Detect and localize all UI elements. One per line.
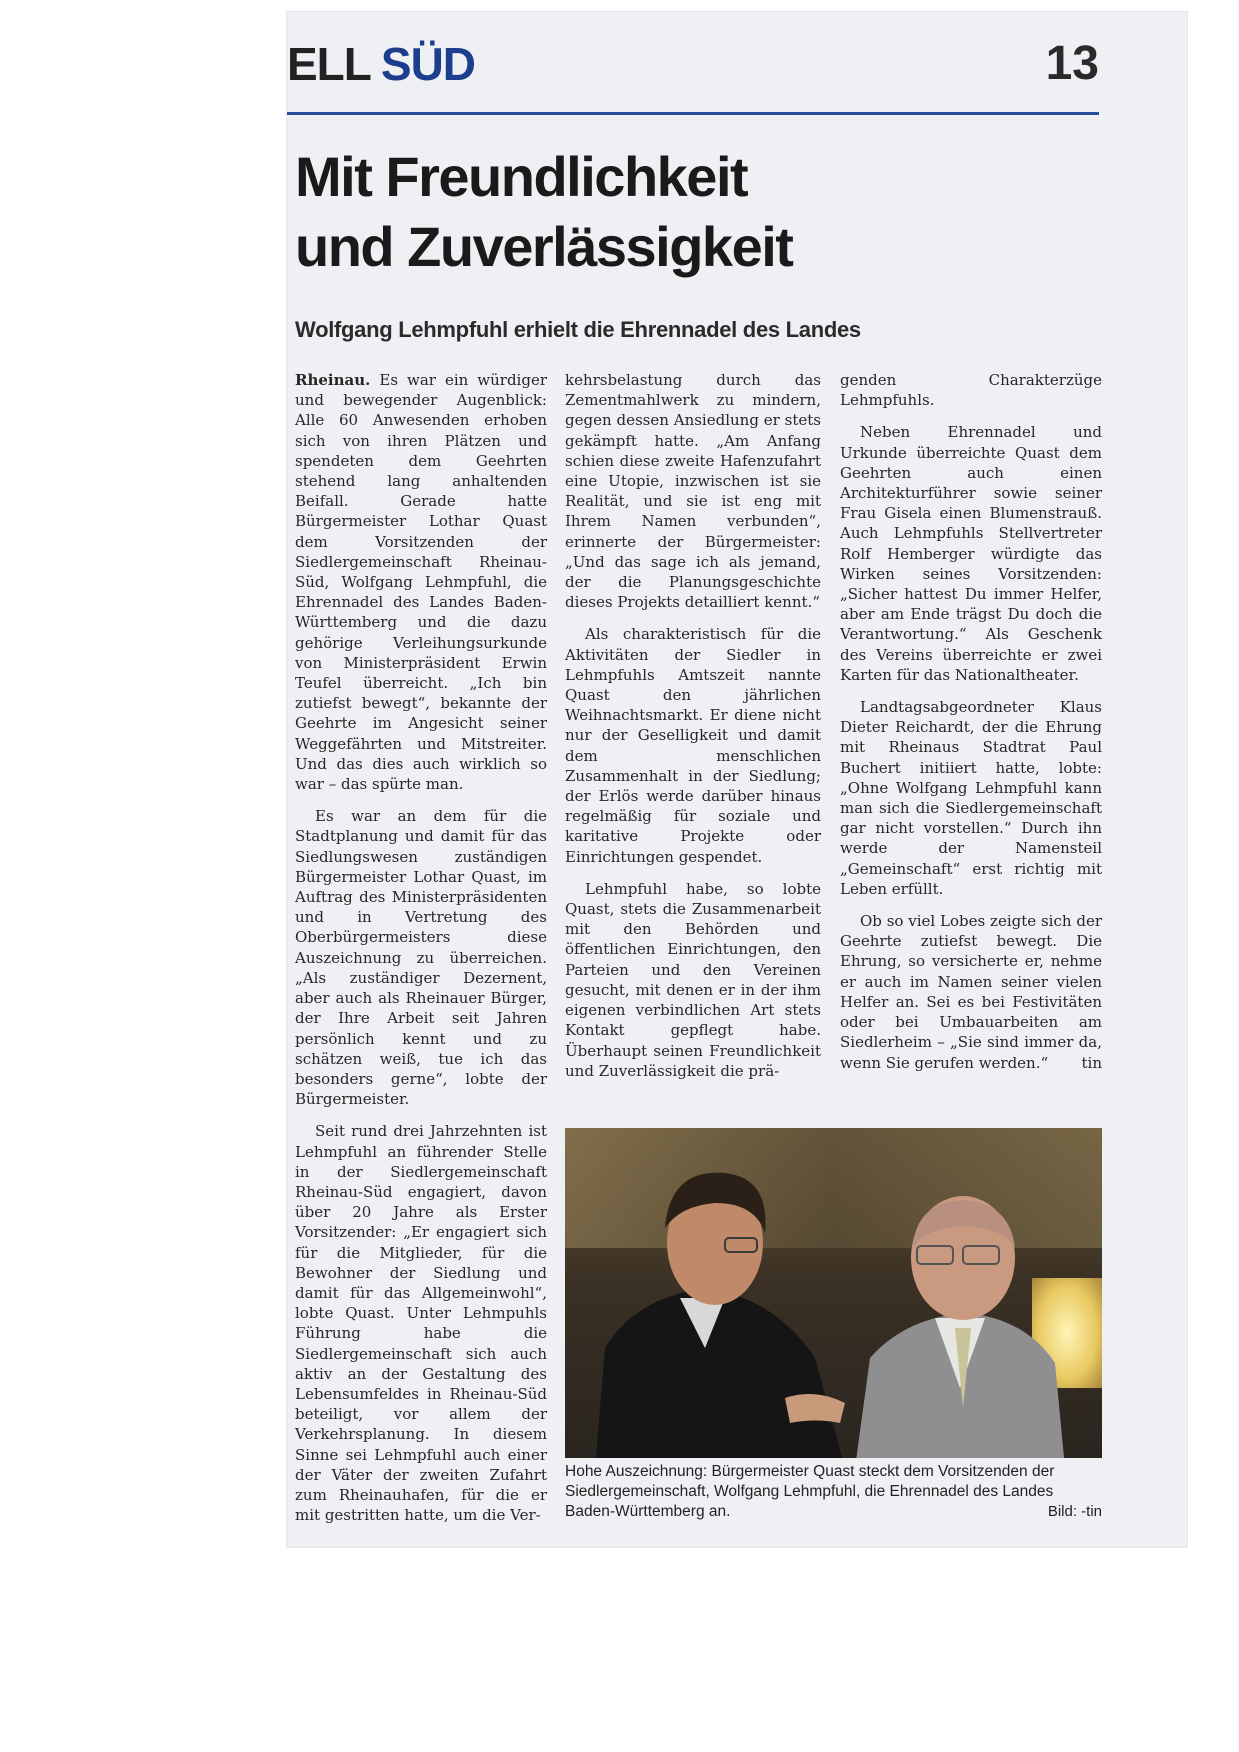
article-column-2 — [565, 370, 821, 1093]
author-signature: tin — [1081, 1053, 1102, 1072]
paragraph: Seit rund drei Jahrzehnten ist Lehmpfuhl an führender Stelle in der Siedlergemeinschaft Rheinau-Süd engagiert, davon über 20 Jahre als Erster Vorsitzender: „Er engagiert sich für die Mitglieder, für die Bewohner der Siedlung und damit für das Allgemeinwohl“, lobte Quast. Unter Lehmpuhls Führung habe die Siedlergemeinschaft sich auch aktiv an der Gestaltung des Lebensumfeldes in Rheinau-Süd beteiligt, vor allem der Verkehrsplanung. In diesem Sinne sei Lehmpfuhl auch einer der Väter der zweiten Zufahrt zum Rheinauhafen, für die er mit gestritten hatte, um die Ver- — [295, 1122, 547, 1525]
paragraph: Landtagsabgeordneter Klaus Dieter Reichardt, der die Ehrung mit Rheinaus Stadtrat Paul Buchert initiiert hatte, lobte: „Ohne Wolfgang Lehmpfuhl kann man sich die Siedlergemeinschaft gar nicht vorstellen.“ Durch ihn werde der Namensteil „Gemeinschaft“ erst richtig mit Leben erfüllt. — [840, 698, 1102, 898]
paragraph — [840, 911, 1102, 1073]
paragraph: Als charakteristisch für die Aktivitäten der Siedler in Lehmpfuhls Amtszeit nannte Quast den jährlichen Weihnachtsmarkt. Er diene nicht nur der Geselligkeit und damit dem menschlichen Zusammenhalt in der Siedlung; der Erlös werde darüber hinaus regelmäßig für soziale und karitative Projekte oder Einrichtungen gespendet. — [565, 625, 821, 866]
paragraph — [295, 370, 547, 794]
dateline: Rheinau. — [295, 371, 371, 389]
paragraph: genden Charakterzüge Lehmpfuhls. — [840, 371, 1102, 410]
section-kicker — [287, 34, 475, 94]
photo-person-right — [855, 1188, 1065, 1458]
page-number: 13 — [1045, 37, 1099, 90]
section-prefix: ELL — [287, 38, 371, 90]
photo-caption: Hohe Auszeichnung: Bürgermeister Quast steckt dem Vorsitzenden der Siedlergemeinschaft, Wolfgang Lehmpfuhl, die Ehrennadel des Landes Baden-Württemberg an. — [565, 1463, 1055, 1520]
headline — [295, 142, 1095, 282]
paragraph: Es war an dem für die Stadtplanung und damit für das Siedlungswesen zuständigen Bürgermeister Lothar Quast, im Auftrag des Ministerpräsidenten und in Vertretung des Oberbürgermeisters diese Auszeichnung zu überreichen. „Als zuständiger Dezernent, aber auch als Rheinauer Bürger, der Ihre Arbeit seit Jahren persönlich kennt und zu schätzen weiß, tue ich das besonders gerne“, lobte der Bürgermeister. — [295, 807, 547, 1109]
paragraph: Neben Ehrennadel und Urkunde überreichte Quast dem Geehrten auch einen Architekturführer sowie seiner Frau Gisela einen Blumenstrauß. Auch Lehmpfuhls Stellvertreter Rolf Hemberger würdigte das Wirken seines Vorsitzenden: „Sicher hattest Du immer Helfer, aber am Ende trägst Du doch die Verantwortung.“ Als Geschenk des Vereins überreichte er zwei Karten für das Nationaltheater. — [840, 423, 1102, 684]
article-column-1 — [295, 370, 547, 1537]
header-rule — [287, 112, 1099, 115]
photo-credit: Bild: -tin — [1047, 1503, 1102, 1520]
headline-line-1: Mit Freundlichkeit — [295, 145, 748, 208]
article-column-3 — [840, 370, 1102, 1085]
headline-line-2: und Zuverlässigkeit — [295, 215, 793, 278]
paragraph: kehrsbelastung durch das Zementmahlwerk zu mindern, gegen dessen Ansiedlung er stets gekämpft hatte. „Am Anfang schien diese zweite Hafenzufahrt eine Utopie, inzwischen ist sie Realität, und sie ist eng mit Ihrem Namen verbunden“, erinnerte der Bürgermeister: „Und das sage ich als jemand, der die Planungsgeschichte dieses Projekts detailliert kennt.“ — [565, 371, 821, 612]
page-header — [287, 26, 1099, 96]
article-photo — [565, 1128, 1102, 1458]
paragraph: Lehmpfuhl habe, so lobte Quast, stets die Zusammenarbeit mit den Behörden und öffentlichen Einrichtungen, den Parteien und den Vereinen gesucht, mit denen er in der ihm eigenen verbindlichen Art stets Kontakt gepflegt habe. Überhaupt seinen Freundlichkeit und Zuverlässigkeit die prä- — [565, 879, 821, 1080]
paragraph-text: Es war ein würdiger und bewegender Augenblick: Alle 60 Anwesenden erhoben sich von ihren Plätzen und spendeten dem Geehrten stehend lang anhaltenden Beifall. Gerade hatte Bürgermeister Lothar Quast dem Vorsitzenden der Siedlergemeinschaft Rheinau-Süd, Wolfgang Lehmpfuhl, die Ehrennadel des Landes Baden-Württemberg und die dazu gehörige Verleihungsurkunde von Ministerpräsident Erwin Teufel überreicht. „Ich bin zutiefst bewegt“, bekannte der Geehrte im Angesicht seiner Weggefährten und Mitstreiter. Und das dies auch wirklich so war – das spürte man. — [295, 371, 547, 794]
subheadline: Wolfgang Lehmpfuhl erhielt die Ehrennadel des Landes — [295, 317, 861, 342]
paragraph-text: Ob so viel Lobes zeigte sich der Geehrte zutiefst bewegt. Die Ehrung, so versicherte er, nehme er auch im Namen seiner vielen Helfer an. Sei es bei Festivitäten oder bei Umbauarbeiten am Siedlerheim – „Sie sind immer da, wenn Sie gerufen werden.“ — [840, 912, 1102, 1072]
photo-person-left — [575, 1148, 875, 1458]
newspaper-clipping — [287, 12, 1187, 1547]
section-name: SÜD — [380, 38, 476, 90]
